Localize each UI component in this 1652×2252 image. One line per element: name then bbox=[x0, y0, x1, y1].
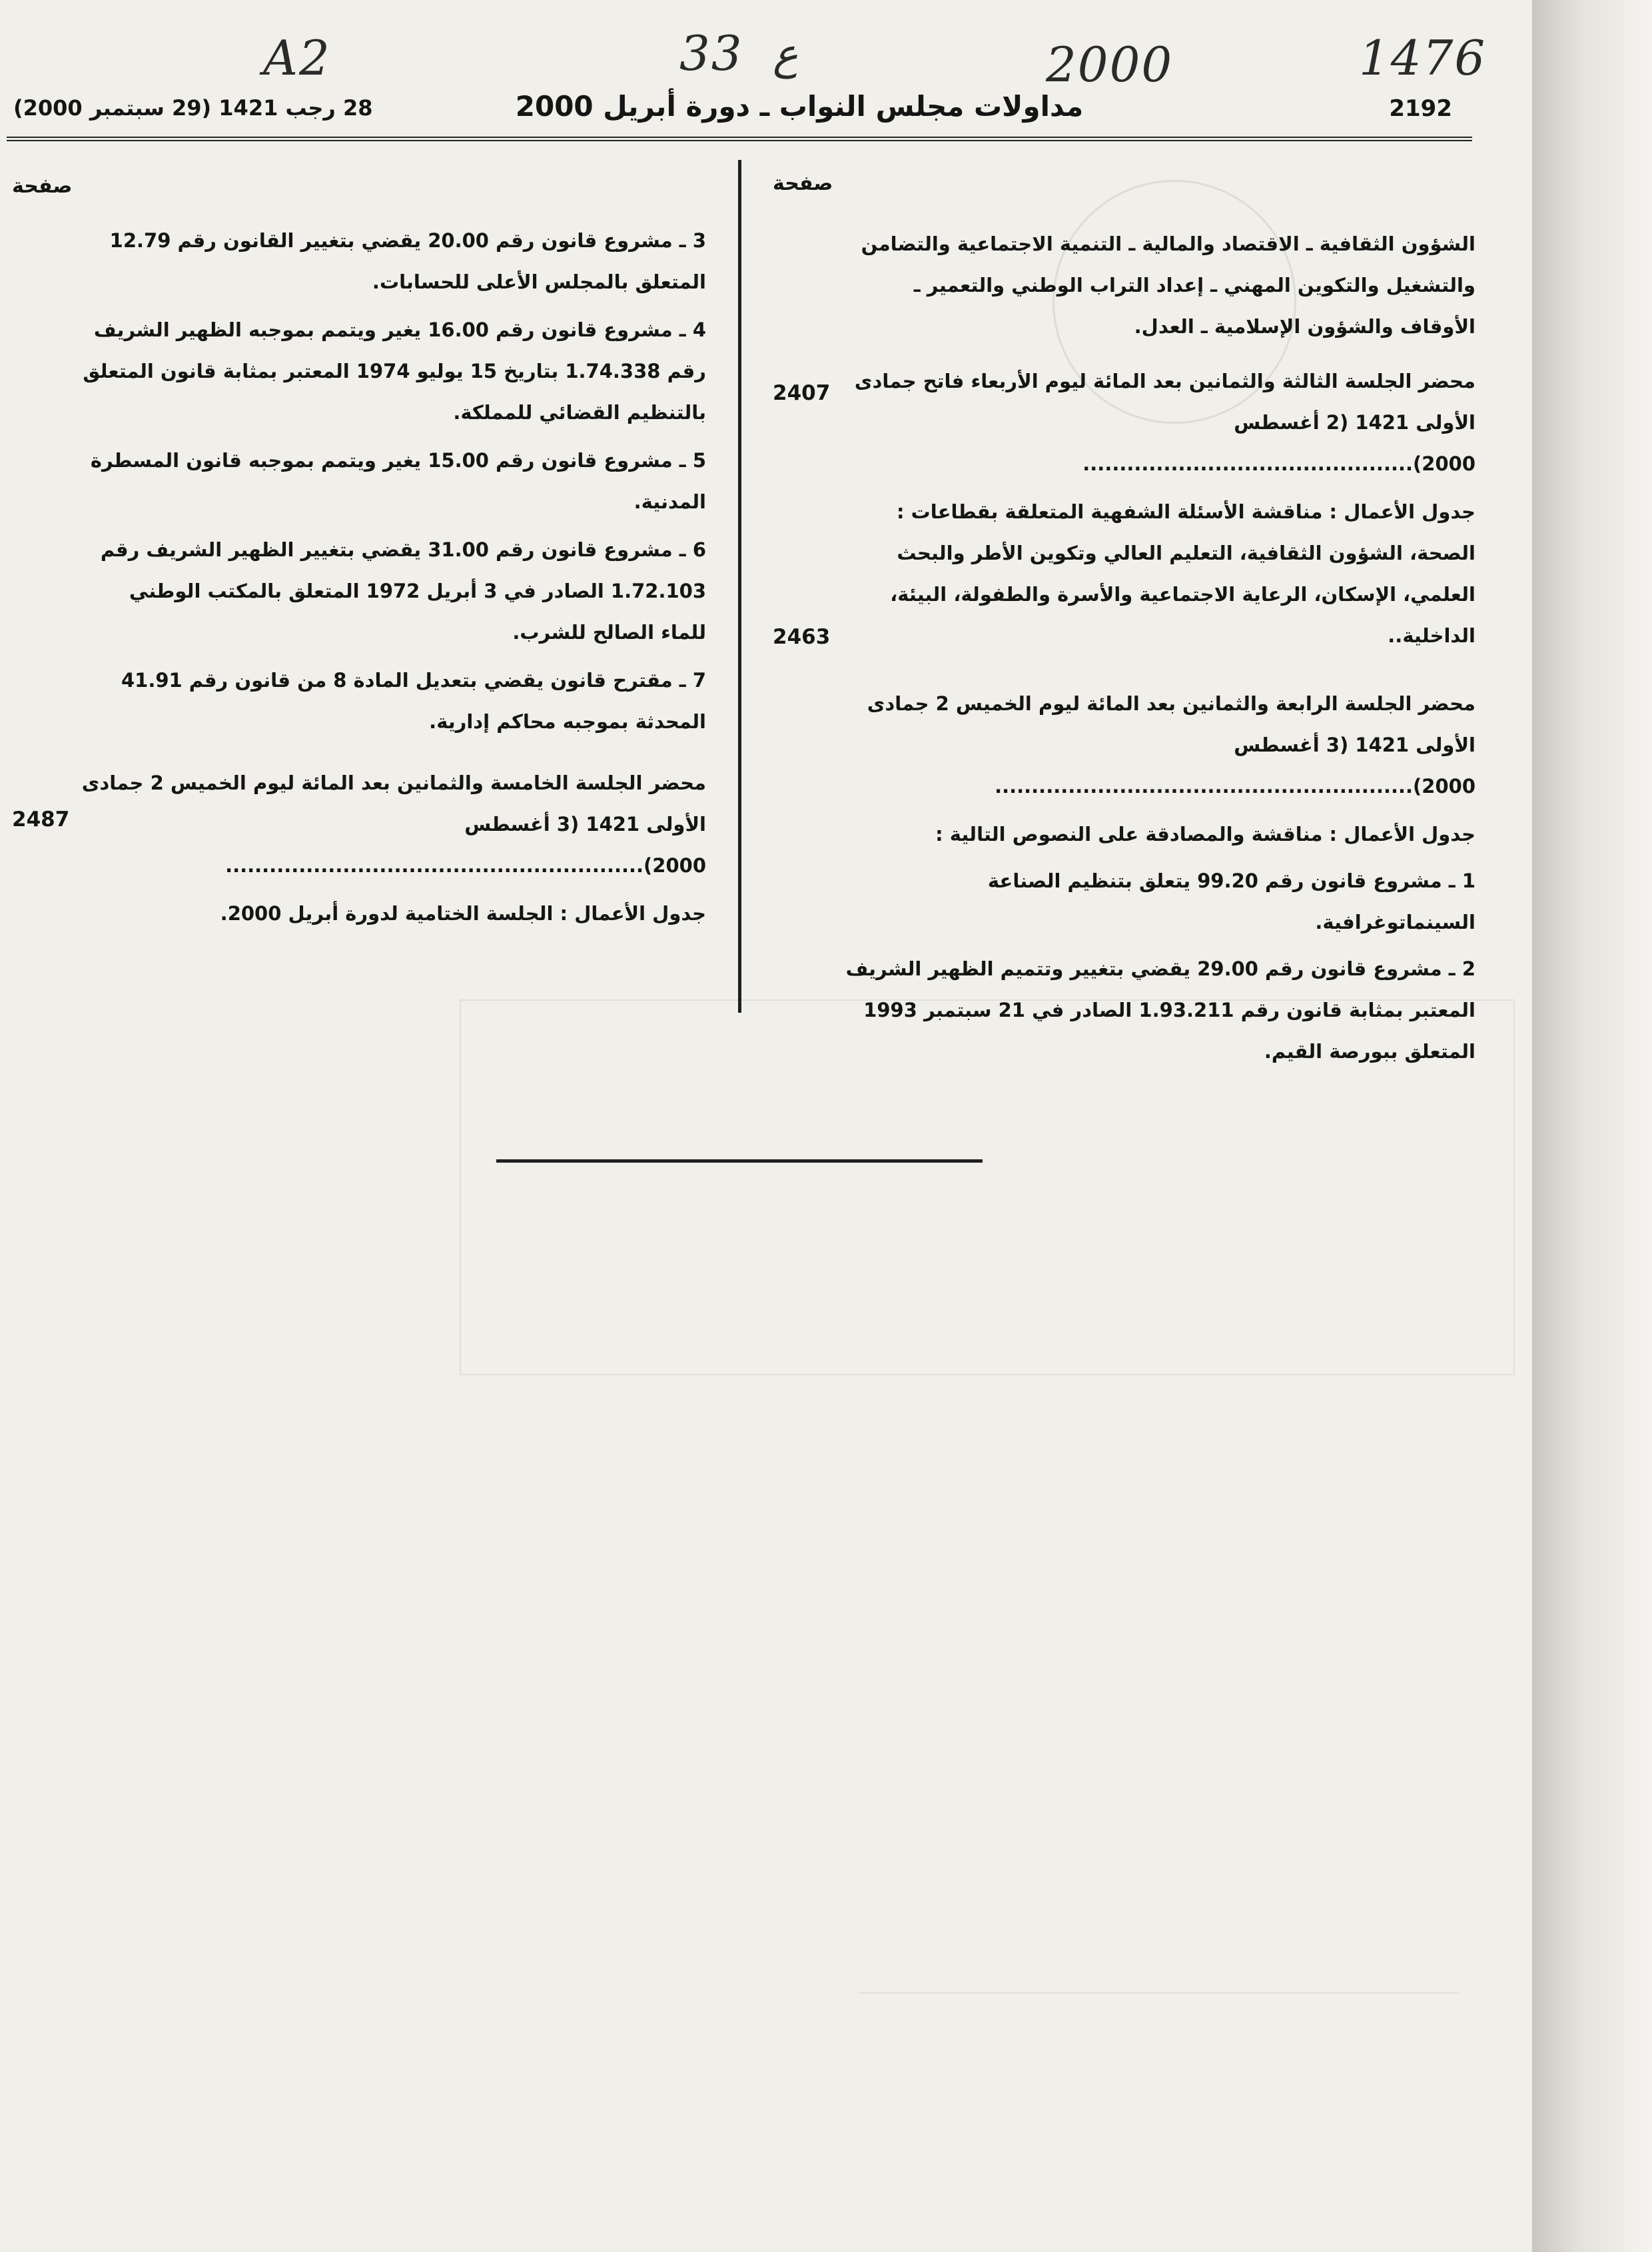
right-column bbox=[839, 223, 1475, 1072]
handwritten-note-1476: 1476 bbox=[1359, 30, 1487, 86]
agenda-item-6: 6 ـ مشروع قانون رقم 31.00 يقضي بتغيير الظهير الشريف رقم 1.72.103 الصادر في 3 أبريل 1972 المتعلق بالمكتب الوطني للماء الصالح للشرب. bbox=[100, 538, 706, 644]
left-column bbox=[80, 220, 706, 934]
agenda-item-4: 4 ـ مشروع قانون رقم 16.00 يغير ويتمم بموجبه الظهير الشريف رقم 1.74.338 بتاريخ 15 يوليو 1974 المعتبر بمثابة قانون المتعلق بالتنظيم القضائي للمملكة. bbox=[83, 318, 706, 424]
session-184-page: 2463 bbox=[773, 625, 831, 649]
end-rule bbox=[496, 1159, 983, 1163]
handwritten-note-ain: ع bbox=[773, 30, 799, 79]
header-date: 28 رجب 1421 (29 سبتمبر 2000) bbox=[13, 95, 373, 121]
agenda-item-5: 5 ـ مشروع قانون رقم 15.00 يغير ويتمم بموجبه قانون المسطرة المدنية. bbox=[90, 449, 706, 513]
handwritten-note-a2: A2 bbox=[263, 30, 331, 86]
agenda-item-3: 3 ـ مشروع قانون رقم 20.00 يقضي بتغيير القانون رقم 12.79 المتعلق بالمجلس الأعلى للحسابات. bbox=[109, 229, 706, 293]
page-title: مداولات مجلس النواب ـ دورة أبريل 2000 bbox=[515, 90, 1084, 123]
intro-text: الشؤون الثقافية ـ الاقتصاد والمالية ـ التنمية الاجتماعية والتضامن والتشغيل والتكوين المهني ـ إعداد التراب الوطني والتعمير ـ الأوقاف والشؤون الإسلامية ـ العدل. bbox=[861, 233, 1475, 338]
session-183-page: 2407 bbox=[773, 381, 831, 405]
session-185-entry: محضر الجلسة الخامسة والثمانين بعد المائة ليوم الخميس 2 جمادى الأولى 1421 (3 أغسطس 2000)......................................................... bbox=[81, 772, 706, 877]
session-183-entry: محضر الجلسة الثالثة والثمانين بعد المائة ليوم الأربعاء فاتح جمادى الأولى 1421 (2 أغسطس 2000)............................................. bbox=[854, 370, 1475, 475]
agenda-item-7: 7 ـ مقترح قانون يقضي بتعديل المادة 8 من قانون رقم 41.91 المحدثة بموجبه محاكم إدارية. bbox=[121, 669, 706, 733]
left-column-heading: صفحة bbox=[12, 175, 73, 198]
session-184-entry: محضر الجلسة الرابعة والثمانين بعد المائة ليوم الخميس 2 جمادى الأولى 1421 (3 أغسطس 2000)......................................................... bbox=[867, 692, 1475, 798]
page-header bbox=[7, 90, 1472, 141]
page-edge-shadow bbox=[1532, 0, 1652, 2252]
right-column-heading: صفحة bbox=[773, 172, 833, 195]
handwritten-note-33: 33 bbox=[679, 25, 743, 81]
handwritten-note-year: 2000 bbox=[1046, 37, 1174, 93]
agenda-item-2: 2 ـ مشروع قانون رقم 29.00 يقضي بتغيير وتتميم الظهير الشريف المعتبر بمثابة قانون رقم 1.93.211 الصادر في 21 سبتمبر 1993 المتعلق ببورصة القيم. bbox=[845, 957, 1475, 1063]
page-number: 2192 bbox=[1389, 95, 1452, 122]
session-185-page: 2487 bbox=[12, 808, 70, 832]
bleed-through-handwriting bbox=[859, 1992, 1459, 2193]
session-183-agenda: جدول الأعمال : مناقشة الأسئلة الشفهية المتعلقة بقطاعات : الصحة، الشؤون الثقافية، التعليم العالي وتكوين الأطر والبحث العلمي، الإسكان، الرعاية الاجتماعية والأسرة والطفولة، البيئة، الداخلية.. bbox=[890, 500, 1475, 647]
session-185-agenda: جدول الأعمال : الجلسة الختامية لدورة أبريل 2000. bbox=[220, 902, 706, 925]
agenda-item-1: 1 ـ مشروع قانون رقم 99.20 يتعلق بتنظيم الصناعة السينماتوغرافية. bbox=[987, 869, 1475, 933]
column-divider bbox=[738, 160, 741, 1013]
session-184-agenda: جدول الأعمال : مناقشة والمصادقة على النصوص التالية : bbox=[935, 823, 1475, 845]
